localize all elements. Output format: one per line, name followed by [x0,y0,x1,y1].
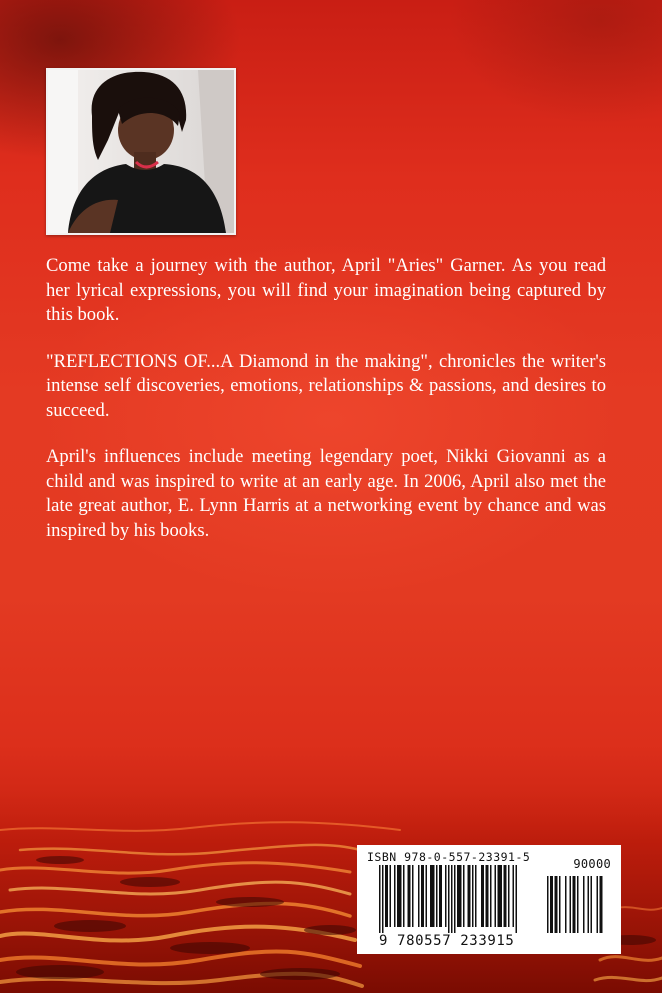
price-addon-bars [547,876,605,935]
price-code: 90000 [573,857,611,871]
description-paragraph-3: April's influences include meeting legendary poet, Nikki Giovanni as a child and was inspired to write at an early age. In 2006, April also met the late great author, E. Lynn Harris at a networking event by chance and was inspired by his books. [46,446,606,541]
barcode-bar [448,865,450,933]
isbn-label: ISBN 978-0-557-23391-5 [367,850,531,864]
description-paragraph-2: "REFLECTIONS OF...A Diamond in the making", chronicles the writer's intense self discoveries, emotions, relationships & passions, and desires to succeed. [46,350,606,421]
description-paragraph-1: Come take a journey with the author, April "Aries" Garner. As you read her lyrical expressions, you will find your imagination being captured by this book. [46,255,606,325]
ean-digits: 9 780557 233915 [379,933,515,949]
barcode-bar [583,876,585,933]
barcode-bar [394,865,396,927]
barcode-bar [490,865,492,927]
barcode-bar [559,876,561,933]
author-photo [46,68,236,235]
barcode-bar [421,865,424,927]
barcode-bar [481,865,484,927]
barcode-bar [600,876,603,933]
barcode-bar [486,865,489,927]
barcode-bar [547,876,549,933]
barcode-bar [463,865,465,927]
barcode-bar [597,876,599,933]
barcode-bar [390,865,392,927]
barcode-bar [403,865,405,927]
barcode-bar [475,865,477,927]
barcode-bar [508,865,510,927]
barcode-bar [513,865,515,927]
barcode-bar [472,865,474,927]
barcode-bar [573,876,576,933]
barcode-bar [430,865,435,927]
barcode-bar [385,865,388,927]
barcode-bar [426,865,428,927]
barcode-bar [451,865,453,933]
book-description [46,254,606,565]
barcode-bar [397,865,402,927]
barcode-bar [457,865,462,927]
barcode-bar [454,865,456,933]
barcode-bar [418,865,420,927]
barcode-bar [570,876,572,933]
barcode-bar [495,865,497,927]
barcode-bar [591,876,593,933]
barcode-bar [379,865,381,933]
ean-barcode-bars [379,865,539,935]
barcode-bar [550,876,553,933]
isbn-barcode [357,845,621,954]
barcode-bar [498,865,503,927]
barcode-bar [412,865,414,927]
barcode-bar [445,865,447,927]
barcode-bar [436,865,438,927]
barcode-bar [382,865,384,933]
barcode-bar [468,865,471,927]
barcode-bar [439,865,442,927]
barcode-bar [408,865,411,927]
barcode-bar [516,865,518,933]
barcode-bar [555,876,558,933]
barcode-bar [577,876,579,933]
barcode-bar [504,865,507,927]
barcode-bar [588,876,590,933]
barcode-bar [565,876,567,933]
